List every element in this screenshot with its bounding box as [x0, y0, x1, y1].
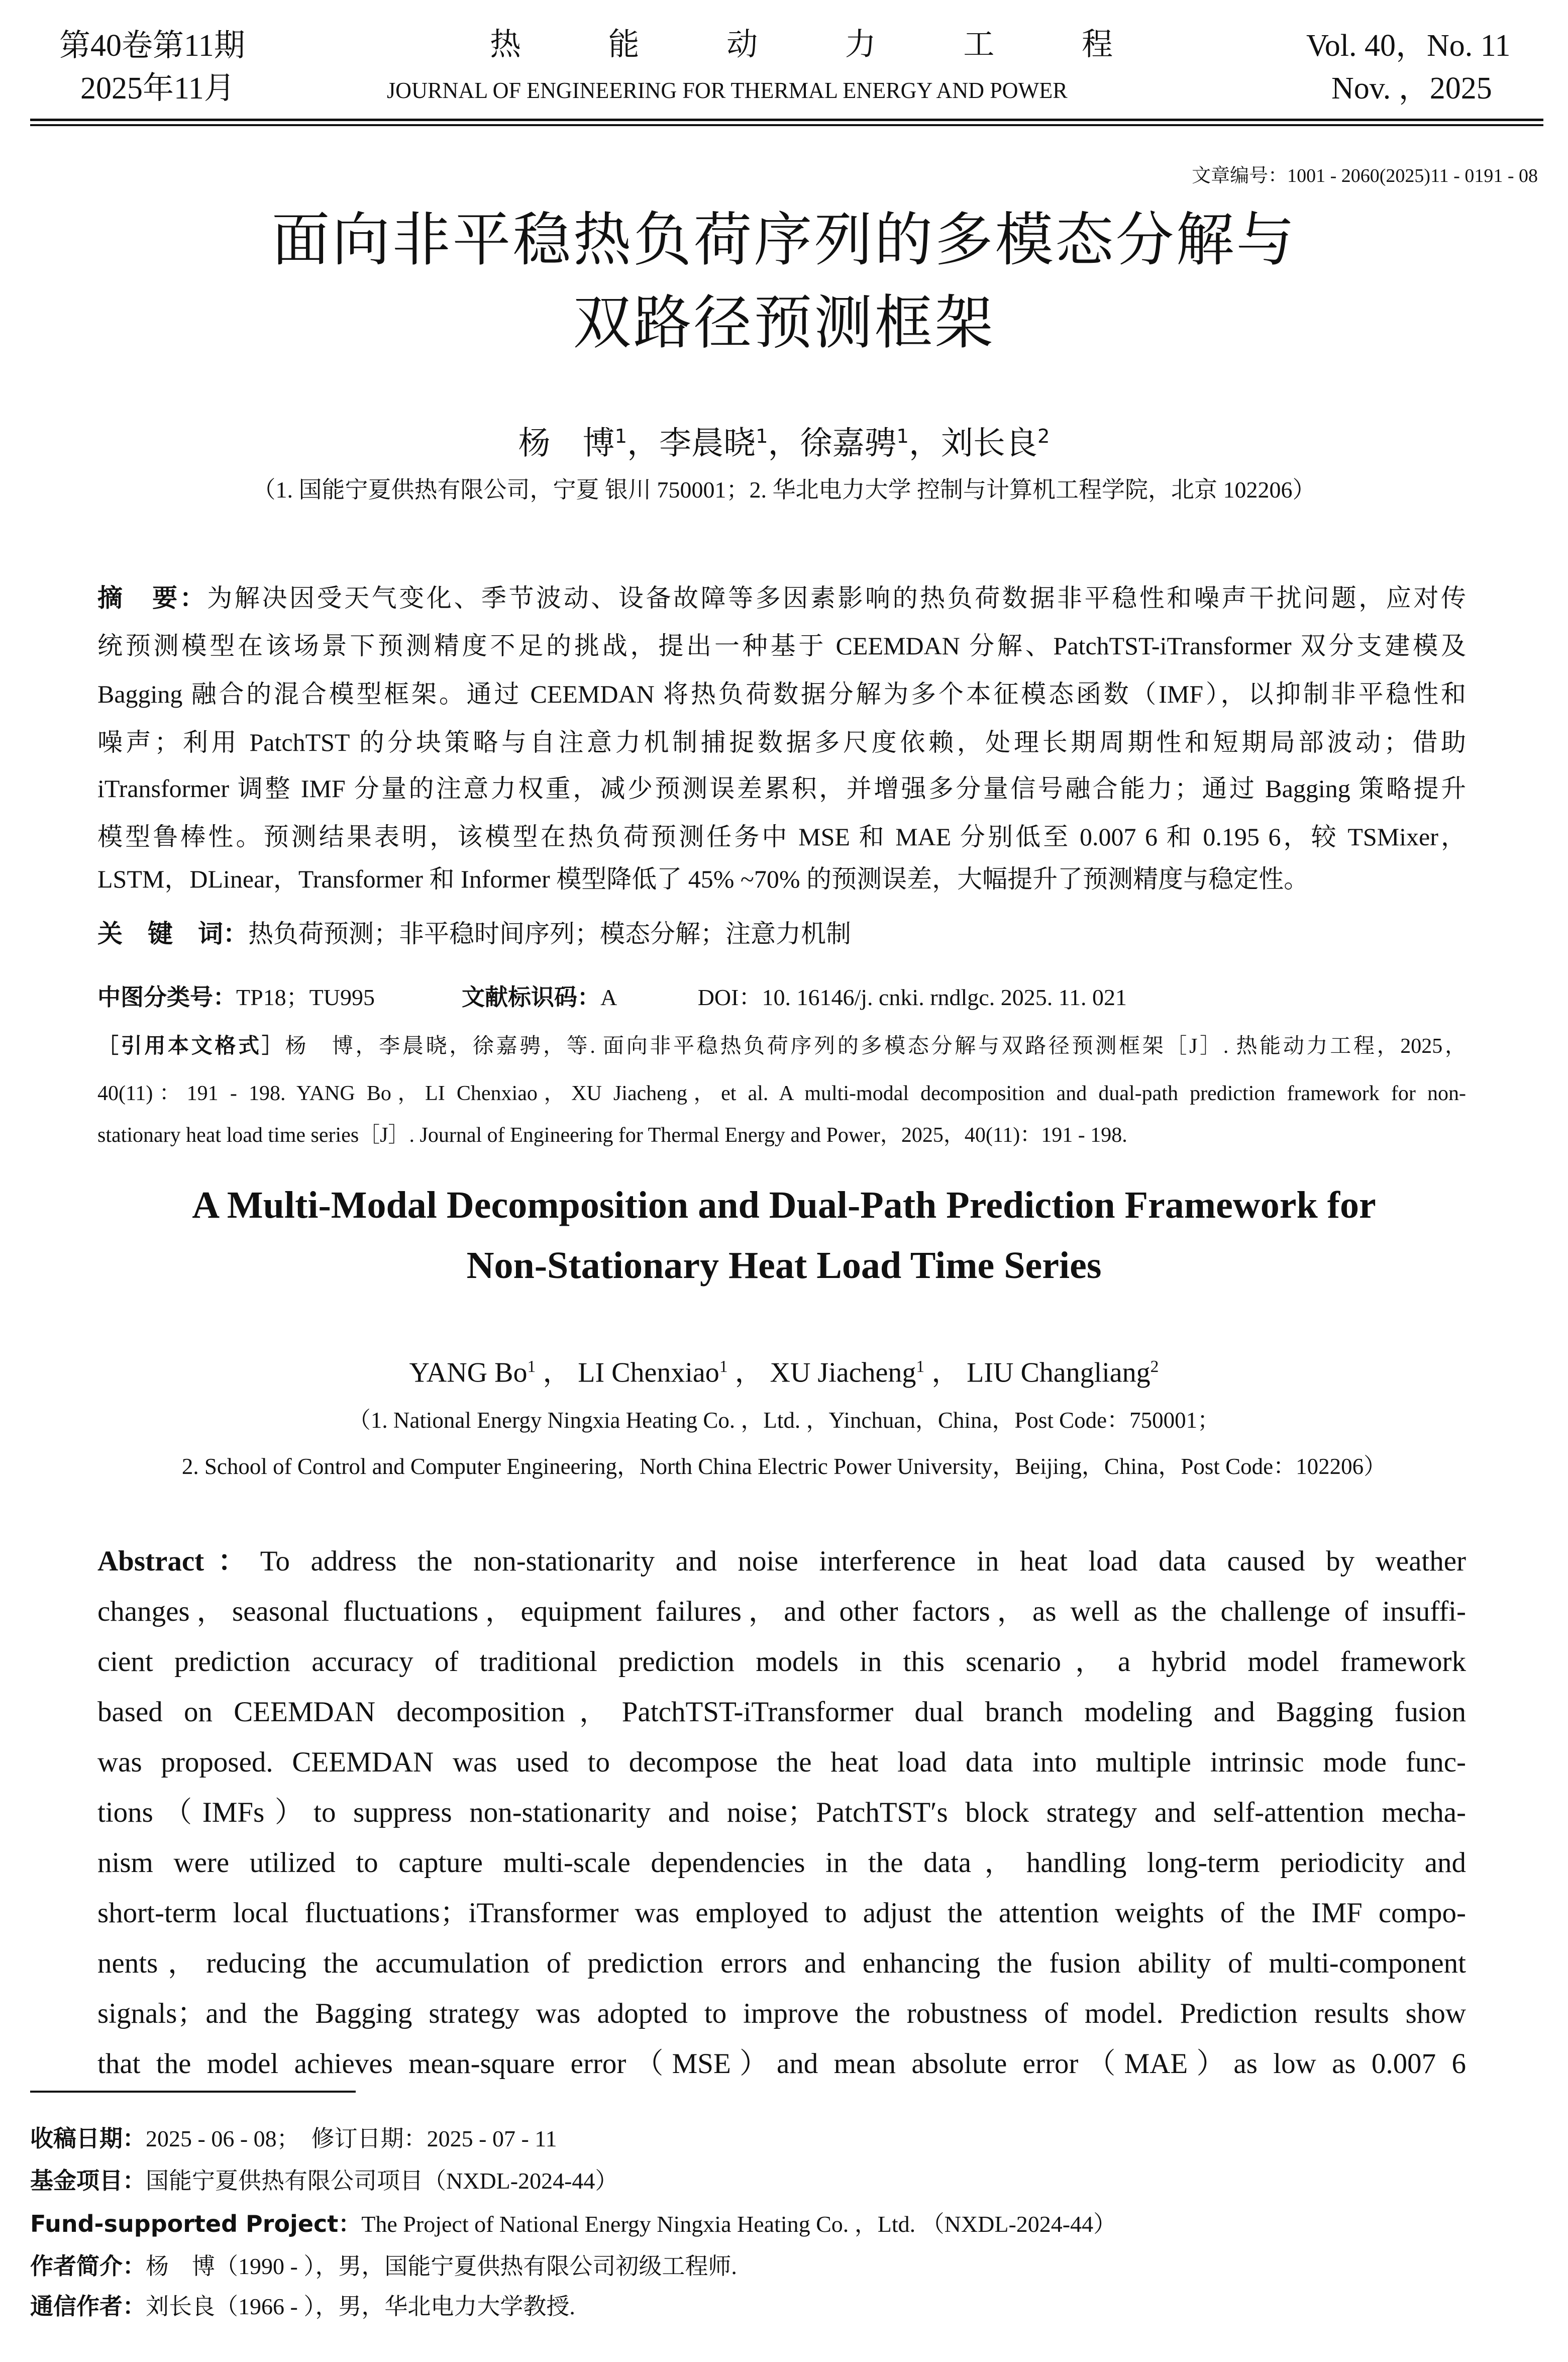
abstract-cn-line [97, 866, 1466, 892]
abstract-cn-text: 模型鲁棒性。预测结果表明，该模型在热负荷预测任务中 MSE 和 MAE 分别低至 0.007 6 和 0.195 6，较 TSMixer， [97, 823, 1466, 851]
author-affiliation-mark: 1 [527, 1357, 536, 1376]
author-separator: ， [727, 1357, 770, 1389]
article-number: 文章编号：1001 - 2060(2025)11 - 0191 - 08 [1192, 165, 1538, 186]
footnote-label: 基金项目： [30, 2167, 146, 2194]
footnote-value: The Project of National Energy Ningxia Heating Co. ，Ltd. （NXDL-2024-44） [361, 2211, 1117, 2237]
abstract-en-line [97, 1848, 1466, 1877]
abstract-en-line [97, 2049, 1466, 2078]
doc-code-value: A [600, 985, 616, 1010]
abstract-en-text: To address the non-stationarity and noise interference in heat load data caused by weather [260, 1545, 1466, 1577]
abstract-en-text: changes，seasonal fluctuations，equipment failures，and other factors，as well as the challenge of insuffi- [97, 1596, 1466, 1627]
classification-row [97, 979, 1127, 1012]
abstract-en-line [97, 1698, 1466, 1726]
author-separator: ， [768, 425, 800, 462]
journal-char: 能 [608, 28, 640, 62]
abstract-en-line [97, 1748, 1466, 1777]
authors-en [0, 1358, 1568, 1387]
abstract-cn-text: 统预测模型在该场景下预测精度不足的挑战，提出一种基于 CEEMDAN 分解、PatchTST-iTransformer 双分支建模及 [97, 632, 1466, 660]
abstract-en-line [97, 1647, 1466, 1676]
author-affiliation-mark: 1 [756, 425, 768, 448]
abstract-cn-line [97, 585, 1466, 611]
citation-text: 40(11)：191 - 198. YANG Bo，LI Chenxiao，XU Jiacheng，et al. A multi-modal decomposition and dual-path prediction framework for non- [97, 1082, 1466, 1105]
title-cn-line-2: 双路径预测框架 [573, 289, 995, 357]
doi: DOI：10. 16146/j. cnki. rndlgc. 2025. 11. 021 [697, 985, 1127, 1010]
footnote-label: 作者简介： [30, 2252, 146, 2280]
abstract-en-line [97, 1999, 1466, 2028]
footnote-label: Fund-supported Project： [30, 2210, 362, 2237]
footnote [30, 2254, 737, 2278]
affiliation-en-line-1: （1. National Energy Ningxia Heating Co. ，Ltd. ，Yinchuan，China，Post Code：750001； [348, 1408, 1220, 1433]
abstract-en-line [97, 1597, 1466, 1626]
citation-line [97, 1125, 1466, 1146]
abstract-en-line [97, 1899, 1466, 1927]
abstract-en-text: tions（IMFs）to suppress non-stationarity and noise；PatchTST′s block strategy and self-attention mecha- [97, 1797, 1466, 1828]
footnote-label: 通信作者： [30, 2293, 146, 2320]
author-affiliation-mark: 1 [614, 425, 628, 448]
footnote-value: 2025 - 06 - 08； 修订日期：2025 - 07 - 11 [146, 2126, 557, 2151]
abstract-en-text: that the model achieves mean-square error（MSE）and mean absolute error（MAE）as low as 0.007 6 [97, 2048, 1466, 2080]
abstract-cn-line [97, 730, 1466, 755]
affiliation-cn: （1. 国能宁夏供热有限公司，宁夏 银川 750001；2. 华北电力大学 控制与计算机工程学院，北京 102206） [252, 477, 1316, 503]
keywords-label: 关 键 词： [97, 919, 248, 948]
citation-line [97, 1083, 1466, 1104]
author-name: 刘长良 [940, 425, 1037, 462]
journal-name-cn [490, 29, 1113, 60]
title-en-line-1: A Multi-Modal Decomposition and Dual-Path Prediction Framework for [192, 1184, 1376, 1226]
citation-line [97, 1035, 1466, 1057]
abstract-en-label: Abstract： [97, 1545, 260, 1577]
author-name: XU Jiacheng [770, 1357, 916, 1389]
journal-char: 工 [963, 28, 995, 62]
abstract-en-text: nents，reducing the accumulation of prediction errors and enhancing the fusion ability of multi-component [97, 1947, 1466, 1979]
affiliation-en-line-2: 2. School of Control and Computer Engineering，North China Electric Power University，Beijing，China，Post Code：102206） [181, 1454, 1387, 1479]
clc-label: 中图分类号： [97, 983, 236, 1011]
footnote-value: 国能宁夏供热有限公司项目（NXDL-2024-44） [146, 2168, 618, 2194]
footnote [30, 2169, 618, 2193]
abstract-en-line [97, 1547, 1466, 1576]
journal-char: 程 [1081, 28, 1113, 62]
author-separator: ， [924, 1357, 967, 1389]
abstract-en-text: cient prediction accuracy of traditional prediction models in this scenario，a hybrid model framework [97, 1646, 1466, 1678]
author-name: 李晨晓 [659, 425, 756, 462]
footnote [30, 2295, 575, 2318]
author-affiliation-mark: 1 [719, 1357, 728, 1376]
keywords-cn [97, 921, 1466, 946]
abstract-cn-text: iTransformer 调整 IMF 分量的注意力权重，减少预测误差累积，并增强多分量信号融合能力；通过 Bagging 策略提升 [97, 774, 1466, 803]
abstract-cn-text: 噪声；利用 PatchTST 的分块策略与自注意力机制捕捉数据多尺度依赖，处理长期周期性和短期局部波动；借助 [97, 728, 1466, 756]
journal-char: 力 [845, 28, 876, 62]
author-name: 杨 博 [518, 425, 615, 462]
abstract-en-line [97, 1949, 1466, 1978]
footnote-label: 收稿日期： [30, 2125, 146, 2152]
citation-text: 杨 博，李晨晓，徐嘉骋，等. 面向非平稳热负荷序列的多模态分解与双路径预测框架［J］. 热能动力工程，2025， [285, 1035, 1466, 1058]
journal-name-en: JOURNAL OF ENGINEERING FOR THERMAL ENERGY AND POWER [387, 77, 1068, 103]
doc-code-label: 文献标识码： [462, 983, 600, 1011]
volume-cn: 第40卷第11期 [59, 29, 245, 63]
author-affiliation-mark: 1 [896, 425, 909, 448]
author-name: LI Chenxiao [578, 1357, 719, 1389]
journal-char: 热 [490, 28, 521, 62]
journal-char: 动 [726, 28, 758, 62]
keywords-value: 热负荷预测；非平稳时间序列；模态分解；注意力机制 [248, 920, 851, 948]
author-name: 徐嘉骋 [800, 425, 897, 462]
author-name: YANG Bo [409, 1357, 528, 1389]
author-affiliation-mark: 2 [1037, 425, 1050, 448]
abstract-cn-text: LSTM，DLinear，Transformer 和 Informer 模型降低了 45% ~70% 的预测误差，大幅提升了预测精度与稳定性。 [97, 865, 1309, 893]
title-en-line-2: Non-Stationary Heat Load Time Series [466, 1244, 1102, 1287]
citation-text: stationary heat load time series［J］. Journal of Engineering for Thermal Energy and Power，2025，40(11)：191 - 198. [97, 1124, 1127, 1147]
clc-value: TP18；TU995 [236, 985, 375, 1010]
footnote-value: 杨 博（1990 - ），男，国能宁夏供热有限公司初级工程师. [146, 2253, 737, 2279]
author-separator: ， [536, 1357, 578, 1389]
abstract-cn-line [97, 824, 1466, 849]
abstract-cn-text: 为解决因受天气变化、季节波动、设备故障等多因素影响的热负荷数据非平稳性和噪声干扰问题，应对传 [207, 584, 1467, 612]
header-rule-top [30, 119, 1543, 121]
abstract-en-text: signals；and the Bagging strategy was adopted to improve the robustness of model. Prediction results show [97, 1998, 1466, 2029]
footnote [30, 2212, 1116, 2236]
footnote [30, 2127, 557, 2150]
date-en: Nov. ，2025 [1331, 71, 1492, 106]
citation-label: ［引用本文格式］ [97, 1033, 285, 1058]
title-cn-line-1: 面向非平稳热负荷序列的多模态分解与 [271, 206, 1297, 274]
abstract-cn-line [97, 633, 1466, 658]
date-cn: 2025年11月 [80, 71, 235, 106]
abstract-en-line [97, 1798, 1466, 1827]
abstract-en-text: based on CEEMDAN decomposition，PatchTST-iTransformer dual branch modeling and Bagging fusion [97, 1696, 1466, 1728]
author-separator: ， [627, 425, 660, 462]
author-affiliation-mark: 2 [1150, 1357, 1159, 1376]
abstract-cn-line [97, 681, 1466, 707]
abstract-cn-line [97, 776, 1466, 801]
header-rule-bottom [30, 124, 1543, 126]
author-separator: ， [908, 425, 941, 462]
volume-en: Vol. 40，No. 11 [1306, 29, 1511, 63]
author-name: LIU Changliang [967, 1357, 1151, 1389]
abstract-cn-text: Bagging 融合的混合模型框架。通过 CEEMDAN 将热负荷数据分解为多个本征模态函数（IMF），以抑制非平稳性和 [97, 680, 1466, 708]
abstract-cn-label: 摘 要： [97, 583, 207, 613]
abstract-en-text: was proposed. CEEMDAN was used to decompose the heat load data into multiple intrinsic mode func- [97, 1746, 1466, 1778]
authors-cn [0, 425, 1568, 462]
footnote-value: 刘长良（1966 - ），男，华北电力大学教授. [146, 2294, 575, 2319]
abstract-en-text: short-term local fluctuations；iTransformer was employed to adjust the attention weights of the IMF compo- [97, 1897, 1466, 1929]
author-affiliation-mark: 1 [916, 1357, 925, 1376]
abstract-en-text: nism were utilized to capture multi-scale dependencies in the data，handling long-term periodicity and [97, 1847, 1466, 1879]
footnote-rule [30, 2091, 356, 2093]
